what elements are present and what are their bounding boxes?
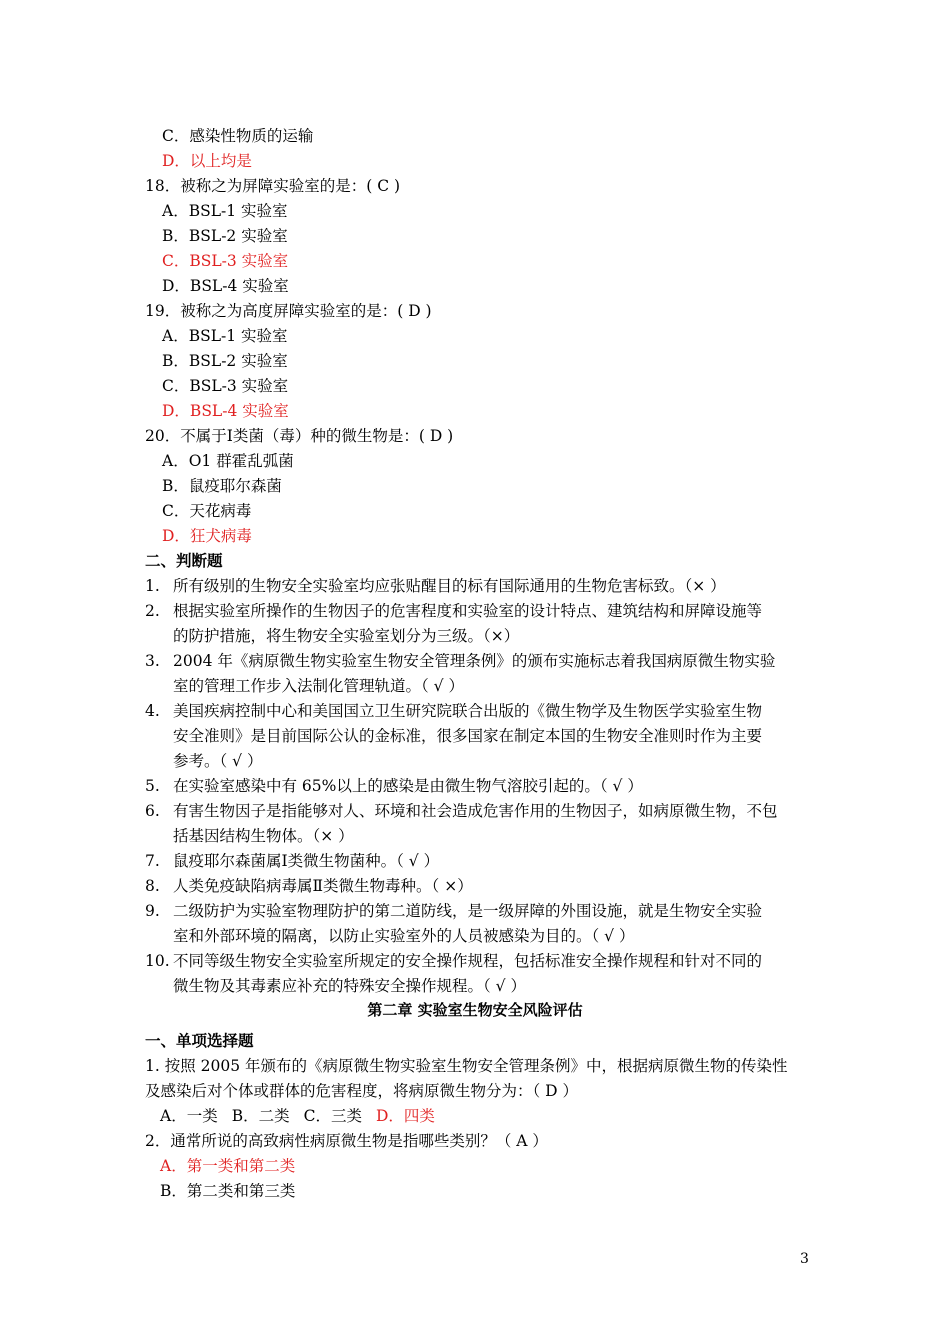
judgment-text: 2004 年《病原微生物实验室生物安全管理条例》的颁布实施标志着我国病原微生物实验 xyxy=(173,652,776,670)
judgment-text: 括基因结构生物体。（× ） xyxy=(173,827,354,845)
judgment-number: 1. xyxy=(145,577,160,595)
q19-option-a: A．BSL-1 实验室 xyxy=(162,327,288,345)
q20-option-d: D．狂犬病毒 xyxy=(162,527,252,545)
judgment-text: 参考。（ √ ） xyxy=(173,752,263,770)
judgment-text: 二级防护为实验室物理防护的第二道防线，是一级屏障的外围设施，就是生物安全实验 xyxy=(173,902,763,920)
q20-option-c: C．天花病毒 xyxy=(162,502,252,520)
q19-option-d: D．BSL-4 实验室 xyxy=(162,402,289,420)
option-line-answer: D．以上均是 xyxy=(162,152,252,170)
judgment-text: 有害生物因子是指能够对人、环境和社会造成危害作用的生物因子，如病原微生物，不包 xyxy=(173,802,778,820)
section-title-judgment: 二、判断题 xyxy=(145,552,223,570)
c2-question-1-stem: 1. 按照 2005 年颁布的《病原微生物实验室生物安全管理条例》中，根据病原微生物的传染性 xyxy=(145,1057,788,1075)
judgment-number: 8. xyxy=(145,877,160,895)
c2-question-1-stem: 及感染后对个体或群体的危害程度，将病原微生物分为：（ D ） xyxy=(145,1082,579,1100)
judgment-text: 微生物及其毒素应补充的特殊安全操作规程。（ √ ） xyxy=(173,977,526,995)
chapter-title: 第二章 实验室生物安全风险评估 xyxy=(367,1001,583,1019)
q19-option-c: C．BSL-3 实验室 xyxy=(162,377,289,395)
q20-option-b: B．鼠疫耶尔森菌 xyxy=(162,477,282,495)
judgment-number: 3. xyxy=(145,652,160,670)
judgment-text: 不同等级生物安全实验室所规定的安全操作规程，包括标准安全操作规程和针对不同的 xyxy=(173,952,763,970)
question-19-stem: 19．被称之为高度屏障实验室的是：( D ) xyxy=(145,302,432,320)
judgment-text: 人类免疫缺陷病毒属Ⅱ类微生物毒种。（ ×） xyxy=(173,877,473,895)
c2q1-option-b: B．二类 xyxy=(231,1107,290,1125)
judgment-number: 7. xyxy=(145,852,160,870)
c2q1-options-row xyxy=(160,1106,449,1126)
judgment-text: 在实验室感染中有 65%以上的感染是由微生物气溶胶引起的。（ √ ） xyxy=(173,777,643,795)
judgment-text: 的防护措施，将生物安全实验室划分为三级。（×） xyxy=(173,627,520,645)
judgment-text: 根据实验室所操作的生物因子的危害程度和实验室的设计特点、建筑结构和屏障设施等 xyxy=(173,602,763,620)
q19-option-b: B．BSL-2 实验室 xyxy=(162,352,288,370)
c2q2-option-a: A．第一类和第二类 xyxy=(160,1157,296,1175)
judgment-number: 5. xyxy=(145,777,160,795)
c2q1-option-c: C．三类 xyxy=(303,1107,362,1125)
judgment-text: 室和外部环境的隔离，以防止实验室外的人员被感染为目的。（ √ ） xyxy=(173,927,635,945)
section-title-single-choice: 一、单项选择题 xyxy=(145,1032,254,1050)
c2q2-option-b: B．第二类和第三类 xyxy=(160,1182,296,1200)
q18-option-a: A．BSL-1 实验室 xyxy=(162,202,288,220)
judgment-number: 6. xyxy=(145,802,160,820)
judgment-number: 9. xyxy=(145,902,160,920)
page-number: 3 xyxy=(800,1251,809,1267)
question-20-stem: 20．不属于Ⅰ类菌（毒）种的微生物是：( D ) xyxy=(145,427,454,445)
q18-option-c: C．BSL-3 实验室 xyxy=(162,252,289,270)
q18-option-b: B．BSL-2 实验室 xyxy=(162,227,288,245)
judgment-text: 安全准则》是目前国际公认的金标准，很多国家在制定本国的生物安全准则时作为主要 xyxy=(173,727,763,745)
q20-option-a: A．O1 群霍乱弧菌 xyxy=(162,452,294,470)
q18-option-d: D．BSL-4 实验室 xyxy=(162,277,289,295)
c2q1-option-d: D．四类 xyxy=(375,1107,435,1125)
judgment-text: 美国疾病控制中心和美国国立卫生研究院联合出版的《微生物学及生物医学实验室生物 xyxy=(173,702,763,720)
judgment-number: 10. xyxy=(145,952,170,970)
judgment-text: 室的管理工作步入法制化管理轨道。（ √ ） xyxy=(173,677,464,695)
question-18-stem: 18．被称之为屏障实验室的是：( C ) xyxy=(145,177,401,195)
judgment-number: 4. xyxy=(145,702,160,720)
option-line: C．感染性物质的运输 xyxy=(162,127,314,145)
judgment-number: 2. xyxy=(145,602,160,620)
c2-question-2-stem: 2．通常所说的高致病性病原微生物是指哪些类别？（ A ） xyxy=(145,1132,548,1150)
c2q1-option-a: A．一类 xyxy=(160,1107,218,1125)
judgment-text: 鼠疫耶尔森菌属Ⅰ类微生物菌种。（ √ ） xyxy=(173,852,440,870)
judgment-text: 所有级别的生物安全实验室均应张贴醒目的标有国际通用的生物危害标致。（× ） xyxy=(173,577,726,595)
